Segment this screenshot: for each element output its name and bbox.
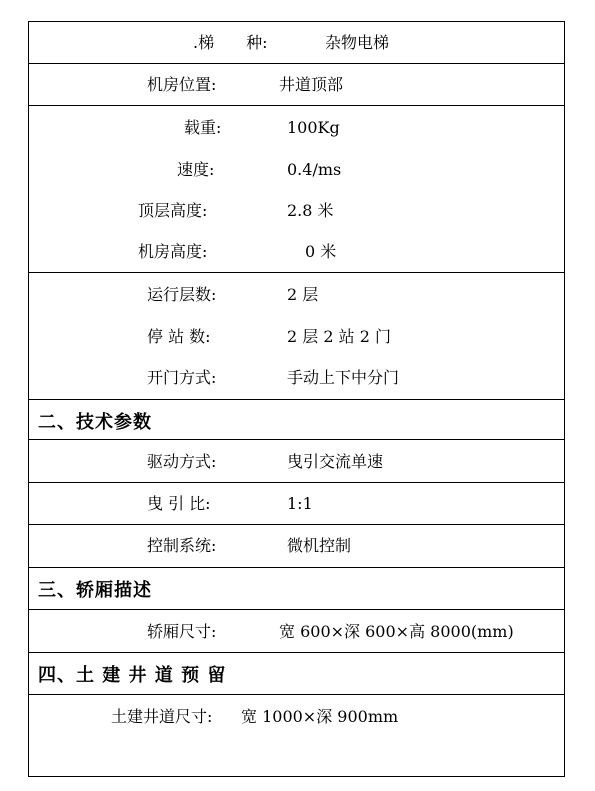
spec-row	[29, 116, 564, 140]
shaft-size-row	[29, 695, 564, 776]
floor-row	[29, 366, 564, 390]
spec-row	[29, 158, 564, 182]
floor-value: 2 层 2 站 2 门	[287, 327, 391, 346]
elevator-spec-sheet	[28, 21, 565, 777]
section-title: 四、土 建 井 道 预 留	[38, 665, 227, 686]
car-size-label: 轿厢尺寸:	[147, 622, 217, 641]
section-technical-params	[29, 400, 564, 440]
spec-row	[29, 240, 564, 264]
floor-value: 手动上下中分门	[287, 368, 400, 387]
floor-label: 停 站 数:	[147, 327, 211, 346]
spec-value: 2.8 米	[287, 201, 334, 220]
traction-ratio-value: 1:1	[287, 494, 313, 513]
traction-ratio-row	[29, 483, 564, 525]
shaft-size-label: 土建井道尺寸:	[111, 707, 213, 726]
spec-label: 速度:	[177, 160, 215, 179]
spec-value: 0.4/ms	[287, 160, 342, 179]
elevator-type-label: .梯 种:	[193, 33, 268, 52]
car-size-value: 宽 600×深 600×高 8000(mm)	[279, 622, 514, 641]
spec-value: 100Kg	[287, 118, 340, 137]
shaft-size-value: 宽 1000×深 900mm	[241, 707, 399, 726]
floor-label: 运行层数:	[147, 285, 217, 304]
floors-block	[29, 273, 564, 400]
machine-room-row	[29, 64, 564, 106]
spec-label: 机房高度:	[138, 242, 208, 261]
section-title: 二、技术参数	[38, 412, 152, 433]
floor-label: 开门方式:	[147, 368, 217, 387]
control-system-value: 微机控制	[287, 536, 352, 555]
traction-ratio-label: 曳 引 比:	[147, 494, 211, 513]
floor-value: 2 层	[287, 285, 319, 304]
section-car-description	[29, 568, 564, 610]
spec-label: 载重:	[184, 118, 222, 137]
drive-label: 驱动方式:	[147, 452, 217, 471]
control-system-label: 控制系统:	[147, 536, 217, 555]
car-size-row	[29, 610, 564, 653]
elevator-type-row	[29, 22, 564, 64]
machine-room-value: 井道顶部	[279, 75, 344, 94]
spec-label: 顶层高度:	[138, 201, 208, 220]
section-title: 三、轿厢描述	[38, 580, 152, 601]
floor-row	[29, 325, 564, 349]
specs-block	[29, 106, 564, 273]
spec-row	[29, 199, 564, 223]
floor-row	[29, 283, 564, 307]
drive-value: 曳引交流单速	[287, 452, 384, 471]
section-shaft-reserve	[29, 653, 564, 695]
elevator-type-value: 杂物电梯	[325, 33, 390, 52]
drive-row	[29, 440, 564, 483]
control-system-row	[29, 525, 564, 568]
spec-value: 0 米	[305, 242, 337, 261]
machine-room-label: 机房位置:	[147, 75, 217, 94]
